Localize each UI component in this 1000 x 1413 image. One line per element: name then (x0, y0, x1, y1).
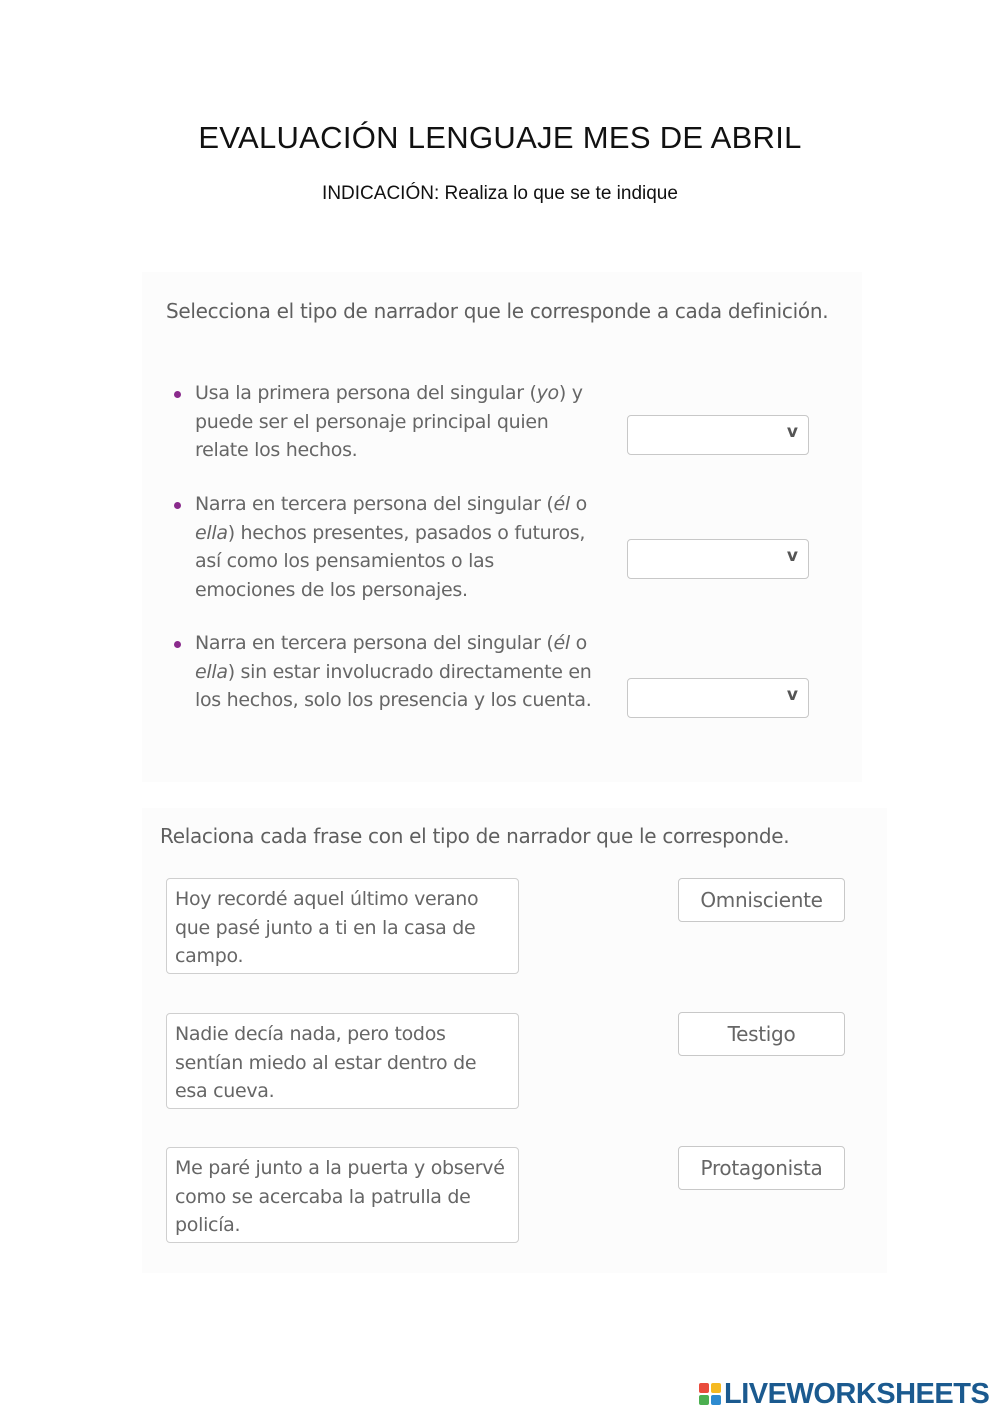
bullet-icon (174, 391, 181, 398)
chevron-down-icon: v (786, 685, 798, 705)
indication-text: INDICACIÓN: Realiza lo que se te indique (322, 183, 678, 204)
answer-box-omnisciente[interactable]: Omnisciente (678, 878, 845, 922)
answer-box-testigo[interactable]: Testigo (678, 1012, 845, 1056)
narrator-select-1[interactable] (627, 415, 809, 455)
narrator-select-3[interactable] (627, 678, 809, 718)
bullet-icon (174, 502, 181, 509)
definition-text-2: Narra en tercera persona del singular (él o ella) hechos presentes, pasados o futuros, así como los pensamientos o las emociones de los personajes. (195, 493, 587, 601)
section2-instruction: Relaciona cada frase con el tipo de narrador que le corresponde. (160, 824, 790, 848)
chevron-down-icon: v (786, 546, 798, 566)
definition-item-1 (174, 379, 594, 465)
page-title: EVALUACIÓN LENGUAJE MES DE ABRIL (198, 120, 802, 155)
phrase-box-3[interactable]: Me paré junto a la puerta y observé como se acercaba la patrulla de policía. (166, 1147, 519, 1243)
liveworksheets-logo (699, 1378, 989, 1410)
phrase-box-1[interactable]: Hoy recordé aquel último verano que pasé junto a ti en la casa de campo. (166, 878, 519, 974)
narrator-select-2[interactable] (627, 539, 809, 579)
section1-instruction: Selecciona el tipo de narrador que le corresponde a cada definición. (166, 299, 829, 323)
logo-text: LIVEWORKSHEETS (724, 1377, 990, 1410)
bullet-icon (174, 641, 181, 648)
phrase-box-2[interactable]: Nadie decía nada, pero todos sentían miedo al estar dentro de esa cueva. (166, 1013, 519, 1109)
liveworksheets-logo-icon (699, 1383, 721, 1405)
definition-text-3: Narra en tercera persona del singular (él o ella) sin estar involucrado directamente en los hechos, solo los presencia y los cuenta. (195, 632, 592, 711)
answer-box-protagonista[interactable]: Protagonista (678, 1146, 845, 1190)
definition-item-2 (174, 490, 594, 604)
chevron-down-icon: v (786, 422, 798, 442)
definition-item-3 (174, 629, 594, 715)
definition-text-1: Usa la primera persona del singular (yo) y puede ser el personaje principal quien relate los hechos. (195, 382, 583, 461)
